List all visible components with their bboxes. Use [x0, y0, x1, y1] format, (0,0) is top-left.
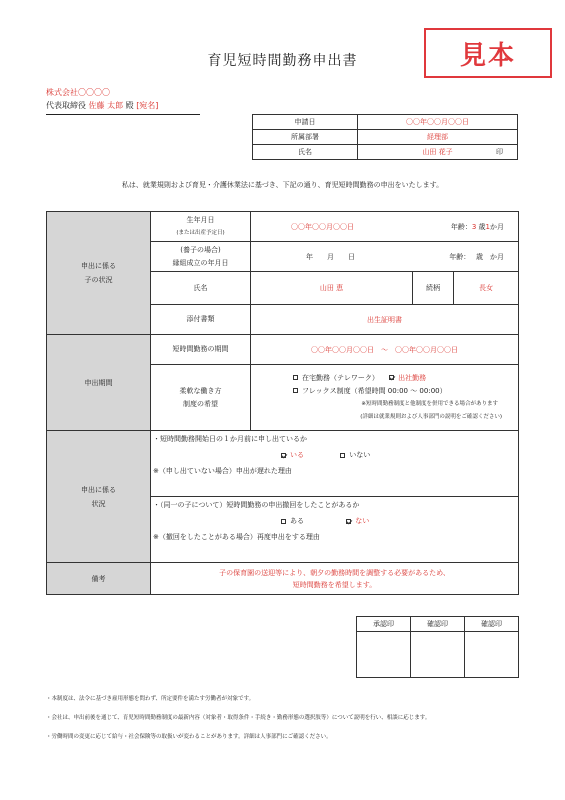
flex-label: 柔軟な働き方 制度の希望: [151, 365, 251, 431]
adoption-value: 年 月 日: [306, 253, 355, 261]
approval-label-2: 確認印: [411, 617, 465, 632]
situation-q2: ・（同一の子について）短時間勤務の申出撤回をしたことがあるか: [153, 501, 360, 509]
recipient-honorific: 殿: [125, 101, 134, 110]
flex-note-1: ※短時間勤務制度と他制度を併用できる場合があります: [361, 400, 498, 407]
company-name: 株式会社〇〇〇〇: [46, 88, 110, 97]
remarks-label: 備考: [47, 563, 151, 595]
q1-yes-option[interactable]: いる: [281, 451, 304, 459]
child-age: 年齢：3 歳1か月: [450, 223, 504, 231]
q1-yes-checkbox[interactable]: [281, 453, 286, 458]
office-checkbox[interactable]: [389, 375, 394, 380]
birth-label: 生年月日 (または出産予定日): [151, 212, 251, 242]
approval-seal-2[interactable]: [411, 632, 465, 678]
situation-q1-cell: [151, 431, 519, 497]
footnote-3: ・労働時間の変更に応じて給与・社会保険等の取扱いが変わることがあります。詳細は人事部門にご確認ください。: [46, 734, 332, 740]
child-name-cell: [251, 272, 519, 305]
q1-no-checkbox[interactable]: [340, 453, 345, 458]
child-category: 申出に係る 子の状況: [47, 212, 151, 335]
adoption-label: (養子の場合) 縁組成立の年月日: [151, 242, 251, 272]
office-option[interactable]: 出社勤務: [389, 374, 426, 382]
approval-table: [356, 616, 519, 678]
applicant-name-cell: [358, 145, 518, 160]
footnote-1: ・本制度は、法令に基づき雇用形態を問わず、所定要件を満たす労働者が対象です。: [46, 696, 255, 702]
remarks-value: 子の保育園の送迎等により、朝夕の勤務時間を調整する必要があるため、 短時間勤務を希望します。: [151, 563, 519, 595]
main-form-table: [46, 211, 519, 595]
situation-q2-cell: [151, 497, 519, 563]
applicant-name-value: 山田 花子: [422, 148, 453, 156]
situation-q2-note: ※（撤回をしたことがある場合）再度申出をする理由: [153, 533, 320, 541]
flex-options: [251, 365, 519, 431]
period-category: 申出期間: [47, 335, 151, 431]
recipient-name: 佐藤 太郎: [88, 101, 124, 110]
period-value: 〇〇年〇〇月〇〇日 ～ 〇〇年〇〇月〇〇日: [251, 335, 519, 365]
approval-label-3: 確認印: [465, 617, 519, 632]
situation-q1: ・短時間勤務開始日の１か月前に申し出ているか: [153, 435, 307, 443]
q2-yes-option[interactable]: ある: [281, 517, 304, 525]
recipient-prefix: 代表取締役: [46, 101, 86, 110]
birth-value: 〇〇年〇〇月〇〇日: [291, 223, 354, 231]
intro-text: 私は、就業規則および育児・介護休業法に基づき、下記の通り、育児短時間勤務の申出をいたします。: [121, 181, 444, 189]
q2-no-checkbox[interactable]: [346, 519, 351, 524]
period-label: 短時間勤務の期間: [151, 335, 251, 365]
remote-option[interactable]: 在宅勤務（テレワーク）: [293, 374, 379, 382]
flex-checkbox[interactable]: [293, 388, 298, 393]
flex-note-2: (詳細は就業規則および人事部門の説明をご確認ください): [360, 413, 502, 420]
approval-label-1: 承認印: [357, 617, 411, 632]
child-name-value: 山田 恵: [319, 284, 344, 292]
attachment-label: 添付書類: [151, 305, 251, 335]
adoption-cell: [251, 242, 519, 272]
attachment-value: 出生証明書: [251, 305, 519, 335]
application-date-label: 申請日: [253, 115, 358, 130]
application-date-value: 〇〇年〇〇月〇〇日: [358, 115, 518, 130]
birth-cell: [251, 212, 519, 242]
q2-yes-checkbox[interactable]: [281, 519, 286, 524]
sample-stamp: 見本: [424, 28, 552, 78]
department-label: 所属部署: [253, 130, 358, 145]
approval-seal-3[interactable]: [465, 632, 519, 678]
q1-no-option[interactable]: いない: [340, 451, 370, 459]
recipient-note: [宛名]: [136, 101, 159, 110]
recipient-line: [46, 100, 200, 115]
relation-value: 長女: [453, 272, 518, 304]
situation-category: 申出に係る 状況: [47, 431, 151, 563]
situation-q1-note: ※（申し出ていない場合）申出が遅れた理由: [153, 467, 292, 475]
q2-no-option[interactable]: ない: [346, 517, 369, 525]
relation-label: 続柄: [412, 272, 453, 304]
approval-seal-1[interactable]: [357, 632, 411, 678]
seal-mark: 印: [496, 148, 503, 156]
child-name-label: 氏名: [151, 272, 251, 305]
adoption-age: 年齢： 歳 か月: [449, 253, 504, 261]
applicant-name-label: 氏名: [253, 145, 358, 160]
footnote-2: ・会社は、申出前後を通じて、育児短時間勤務制度の最新内容（対象者・取得条件・手続き・勤務形態の選択肢等）について説明を行い、相談に応じます。: [46, 715, 431, 721]
applicant-table: [252, 114, 518, 160]
document-title: 育児短時間勤務申出書: [207, 53, 358, 69]
flex-option[interactable]: フレックス制度（希望時間 00:00 ～ 00:00）: [293, 385, 518, 398]
department-value: 経理部: [358, 130, 518, 145]
remote-checkbox[interactable]: [293, 375, 298, 380]
